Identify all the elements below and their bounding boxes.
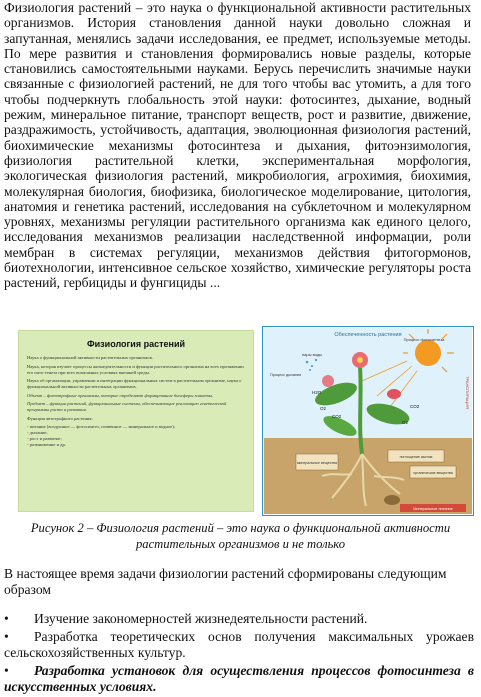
stem [360, 366, 362, 454]
card-line: Предмет – функции растений, функциональные системы, обеспечивающие реализацию генетической программы роста и развития. [27, 401, 227, 412]
card-line: Объект – фототрофные организмы, которые определяют формирование биосферы планеты. [27, 392, 214, 398]
svg-text:H2O: H2O [312, 390, 322, 395]
flower-icon [322, 375, 334, 387]
svg-text:поглощение азотом: поглощение азотом [399, 455, 433, 459]
list-item: • Разработка теоретических основ получения максимальных урожаев сельскохозяйственных культур. [4, 629, 474, 660]
bullet-icon: • [4, 611, 9, 626]
card-line: Наука, которая изучает процессы жизнедеятельности и функции растительного организма на всех протяжении его онто-генеза при всех возможных условиях внешней среды. [27, 363, 244, 375]
card-line: Наука об организации, управлении и интеграции функциональных систем в растительном организме, наука о функциональной активности растительных организмов. [27, 378, 242, 389]
svg-text:O2: O2 [320, 406, 327, 411]
sky-area [264, 328, 472, 438]
svg-text:Минеральное питание: Минеральное питание [413, 507, 453, 511]
svg-text:O2: O2 [402, 420, 409, 425]
side-label: ТРАНСПИРАЦИЯ [465, 376, 470, 409]
card-line: - размножение и др. [27, 442, 66, 447]
card-line: - рост и развитие; [27, 436, 62, 441]
figure [8, 326, 474, 516]
list-item: • Разработка установок для осуществления процессов фотосинтеза в искусственных условиях. [4, 663, 474, 694]
svg-text:CO2: CO2 [410, 404, 420, 409]
bullet-icon: • [4, 629, 9, 644]
diagram-title: Обеспеченность растения [334, 332, 402, 338]
card-line: Наука о функциональной активности растительных организмов. [27, 355, 153, 360]
card-line: Функции автотрофного растения: [27, 415, 93, 421]
plant-diagram [262, 326, 474, 516]
card-body [27, 355, 245, 448]
svg-text:CO2: CO2 [332, 414, 342, 419]
card-line: - питание (воздушное — фотосинтез, почвенное — минеральное и водное); [27, 424, 176, 429]
bullet-icon: • [4, 663, 9, 678]
svg-text:Процесс дыхания: Процесс дыхания [270, 373, 302, 377]
card-title: Физиология растений [86, 339, 186, 349]
svg-text:органические вещества: органические вещества [413, 471, 453, 475]
svg-text:пары воды: пары воды [302, 352, 323, 357]
svg-text:минеральные вещества: минеральные вещества [296, 461, 338, 465]
sun-icon [415, 340, 441, 366]
card-line: - дыхание; [27, 430, 48, 435]
sun-label: Процесс фотосинтеза [403, 337, 445, 342]
list-item: • Изучение закономерностей жизнедеятельности растений. [4, 611, 368, 626]
info-card [18, 330, 254, 512]
task-list [4, 611, 474, 697]
figure-caption: Рисунок 2 – Физиология растений – это наука о функциональной активности растительных организмов и не только [30, 521, 451, 551]
fruit-icon [387, 389, 401, 399]
top-paragraph: Физиология растений – это наука о функциональной активности растительных организмов. История становления данной науки довольно сложная и запутанная, менялись задачи исследования, ее предмет, используемые методы. По мере развития и становления формировались новые разделы, которые становились самостоятельными науками. Берусь перечислить значимые науки связанные с физиологией растений, не для того чтобы вас утомить, а для того чтобы подчеркнуть глобальность этой науки: фотосинтез, дыхание, водный режим, минеральное питание, транспорт веществ, рост и развитие, движение, раздражимость, устойчивость, адаптация, эволюционная физиология растений, биохимические механизмы фотосинтеза и дыхания, фитоэнзимология, физиология растительной клетки, экспериментальная морфология, экологическая физиология растений, микробиология, агрохимия, биохимия, молекулярная биология, биофизика, биологическое моделирование, цитология, анатомия и генетика растений, исследования на субклеточном и молекулярном уровнях, механизмы регуляции растительного организма как единого целого, исследования механизмов реализации наследственной информации, роли мембран в системах регуляции, механизмов действия фитогормонов, биотехнологии, интенсивное сельское хозяйство, химические регуляторы роста растений, гербициды и фунгициды ... [4, 0, 471, 291]
stone-icon [384, 495, 400, 505]
intro-text: В настоящее время задачи физиологии растений сформированы следующим образом [4, 566, 447, 597]
